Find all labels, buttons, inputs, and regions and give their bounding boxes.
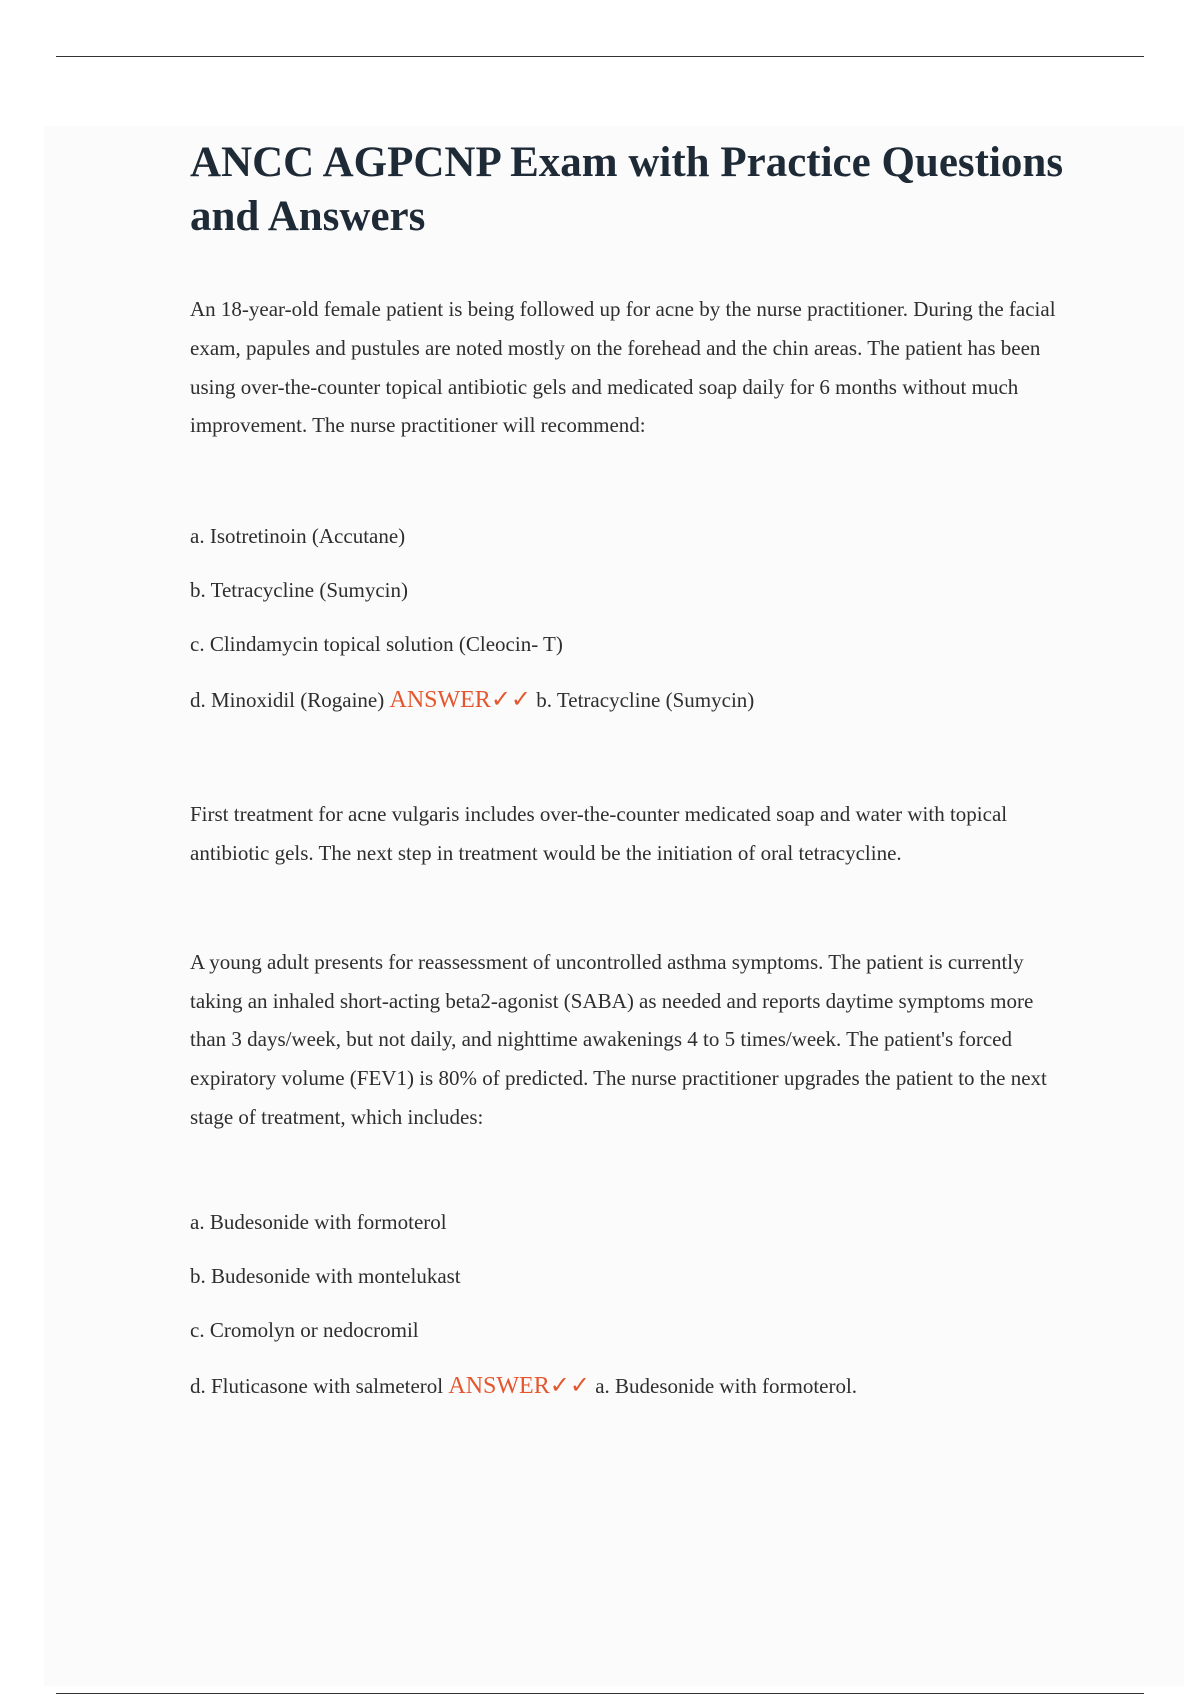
question-1-answer-label: ANSWER✓✓ (389, 687, 532, 714)
footer-rule (56, 1693, 1144, 1694)
question-2-answer-label: ANSWER✓✓ (448, 1372, 590, 1399)
header-rule (56, 56, 1144, 57)
question-1-option-a: a. Isotretinoin (Accutane) (190, 524, 406, 549)
question-1-option-d-line (190, 685, 1070, 715)
question-2-answer: a. Budesonide with formoterol. (595, 1373, 858, 1398)
question-1-options (190, 521, 1070, 715)
question-2-option-b: b. Budesonide with montelukast (190, 1263, 461, 1288)
document-body (190, 136, 1070, 1401)
question-1-option-c: c. Clindamycin topical solution (Cleocin- T) (190, 632, 563, 657)
question-1-option-d: d. Minoxidil (Rogaine) (190, 688, 385, 713)
document-title: ANCC AGPCNP Exam with Practice Questions and Answers (190, 139, 1064, 240)
question-1-stem: An 18-year-old female patient is being followed up for acne by the nurse practitioner. During the facial exam, papules and pustules are noted mostly on the forehead and the chin areas. The patient has been using over-the-counter topical antibiotic gels and medicated soap daily for 6 months without much improvement. The nurse practitioner will recommend: (190, 297, 1056, 438)
question-2-options (190, 1207, 1070, 1401)
question-1-option-b: b. Tetracycline (Sumycin) (190, 578, 408, 603)
question-2-option-d-line (190, 1371, 1070, 1401)
question-2-option-c: c. Cromolyn or nedocromil (190, 1317, 419, 1342)
question-2-stem: A young adult presents for reassessment of uncontrolled asthma symptoms. The patient is currently taking an inhaled short-acting beta2-agonist (SABA) as needed and reports daytime symptoms more than 3 days/week, but not daily, and nighttime awakenings 4 to 5 times/week. The patient's forced expiratory volume (FEV1) is 80% of predicted. The nurse practitioner upgrades the patient to the next stage of treatment, which includes: (190, 949, 1047, 1129)
question-2-option-d: d. Fluticasone with salmeterol (190, 1373, 444, 1398)
question-1-rationale: First treatment for acne vulgaris includes over-the-counter medicated soap and water with topical antibiotic gels. The next step in treatment would be the initiation of oral tetracycline. (190, 802, 1008, 865)
question-1-answer: b. Tetracycline (Sumycin) (536, 688, 755, 713)
question-2-option-a: a. Budesonide with formoterol (190, 1209, 447, 1234)
